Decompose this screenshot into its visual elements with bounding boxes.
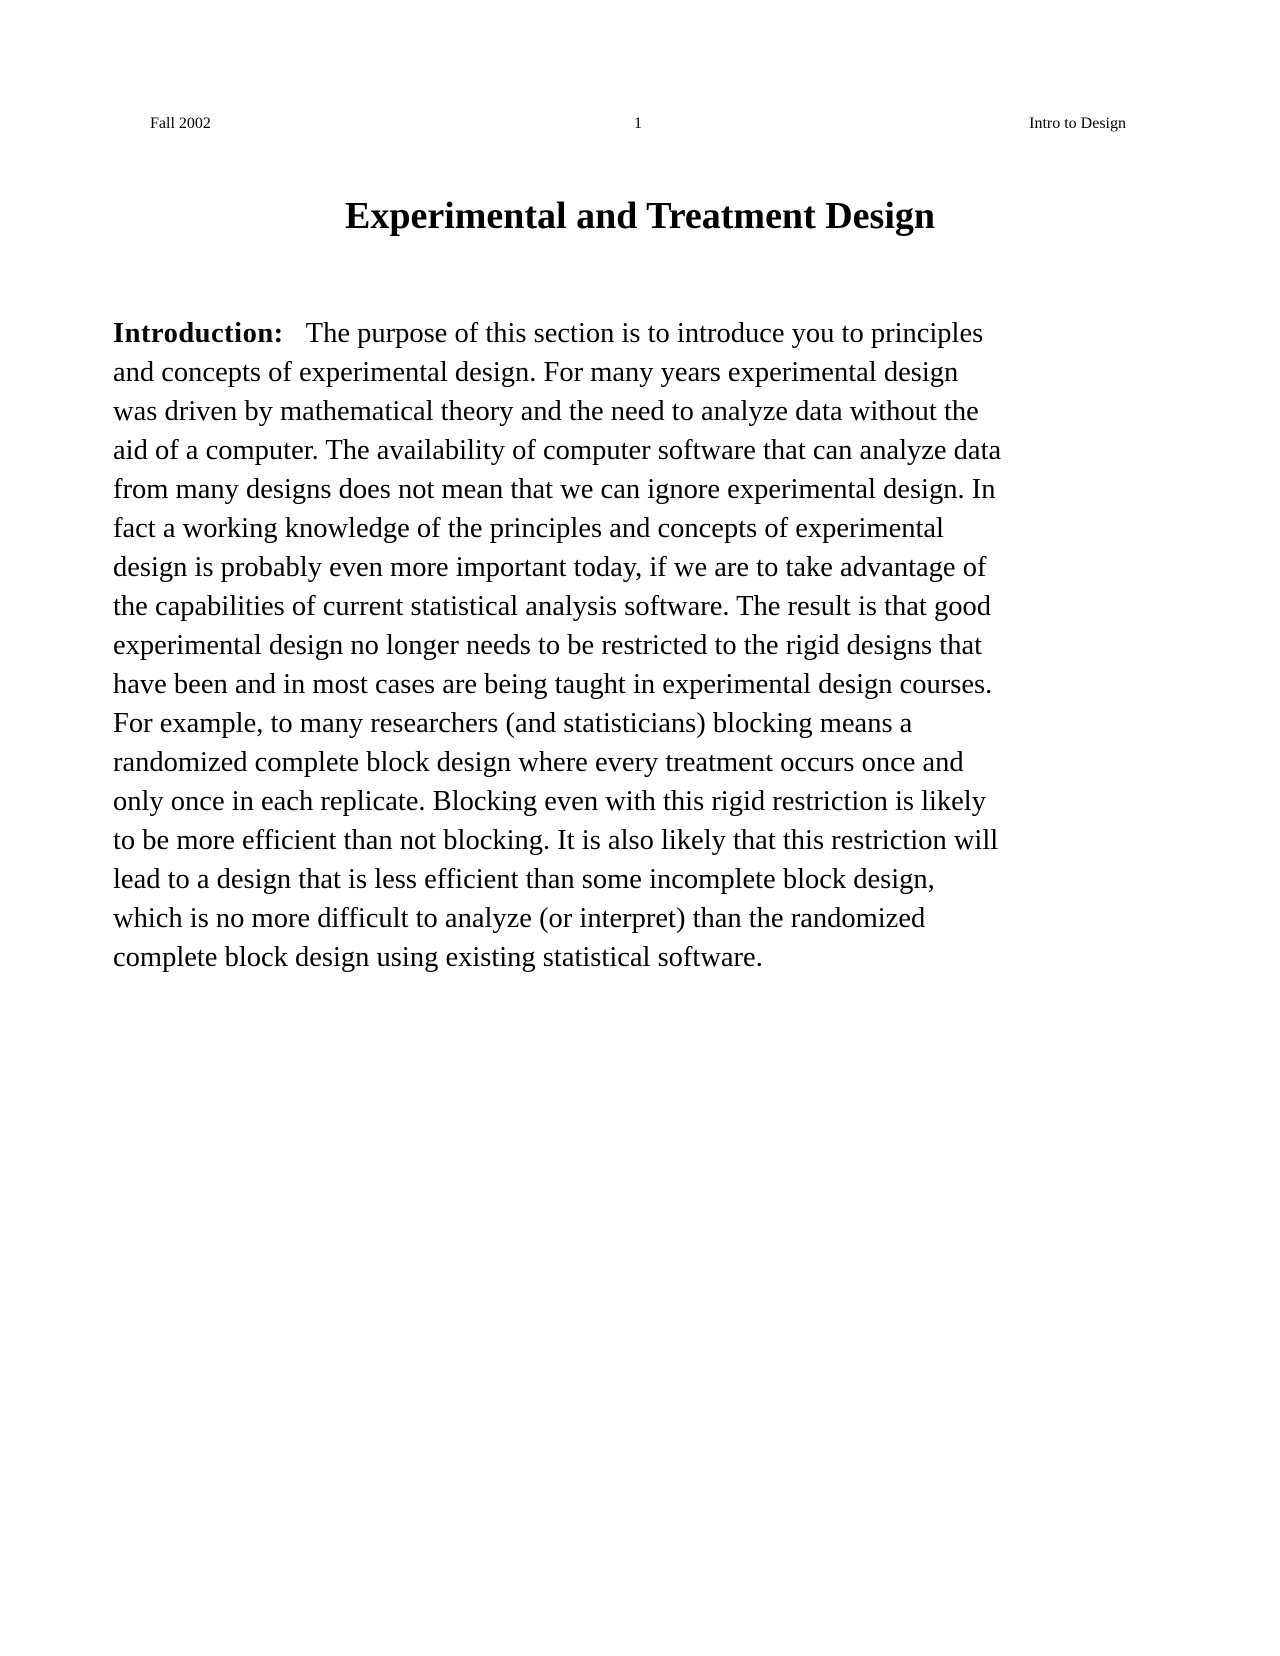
header-term: Fall 2002 — [150, 115, 211, 132]
document-title: Experimental and Treatment Design — [344, 195, 936, 237]
paragraph-line: complete block design using existing statistical software. — [113, 942, 763, 973]
paragraph-line: randomized complete block design where every treatment occurs once and — [113, 747, 964, 778]
paragraph-line: Introduction: The purpose of this section is to introduce you to principles — [113, 318, 984, 349]
paragraph-line: For example, to many researchers (and statisticians) blocking means a — [113, 708, 913, 739]
paragraph-line: which is no more difficult to analyze (or interpret) than the randomized — [113, 903, 926, 934]
introduction-paragraph — [113, 314, 1173, 977]
header-course-topic: Intro to Design — [1029, 115, 1126, 132]
paragraph-line: the capabilities of current statistical analysis software. The result is that good — [113, 591, 991, 622]
paragraph-line: to be more efficient than not blocking. It is also likely that this restriction will — [113, 825, 999, 856]
paragraph-line: fact a working knowledge of the principles and concepts of experimental — [113, 513, 944, 544]
paragraph-line: experimental design no longer needs to be restricted to the rigid designs that — [113, 630, 983, 661]
paragraph-line: and concepts of experimental design. For many years experimental design — [113, 357, 959, 388]
header-page-number: 1 — [634, 115, 642, 132]
paragraph-line: from many designs does not mean that we can ignore experimental design. In — [113, 474, 996, 505]
paragraph-line: was driven by mathematical theory and the need to analyze data without the — [113, 396, 979, 427]
paragraph-line: lead to a design that is less efficient than some incomplete block design, — [113, 864, 935, 895]
introduction-label: Introduction: — [113, 318, 284, 349]
paragraph-line: design is probably even more important today, if we are to take advantage of — [113, 552, 987, 583]
page-header — [150, 113, 1126, 135]
paragraph-line: aid of a computer. The availability of computer software that can analyze data — [113, 435, 1002, 466]
paragraph-line: only once in each replicate. Blocking even with this rigid restriction is likely — [113, 786, 986, 817]
paragraph-line: have been and in most cases are being taught in experimental design courses. — [113, 669, 993, 700]
